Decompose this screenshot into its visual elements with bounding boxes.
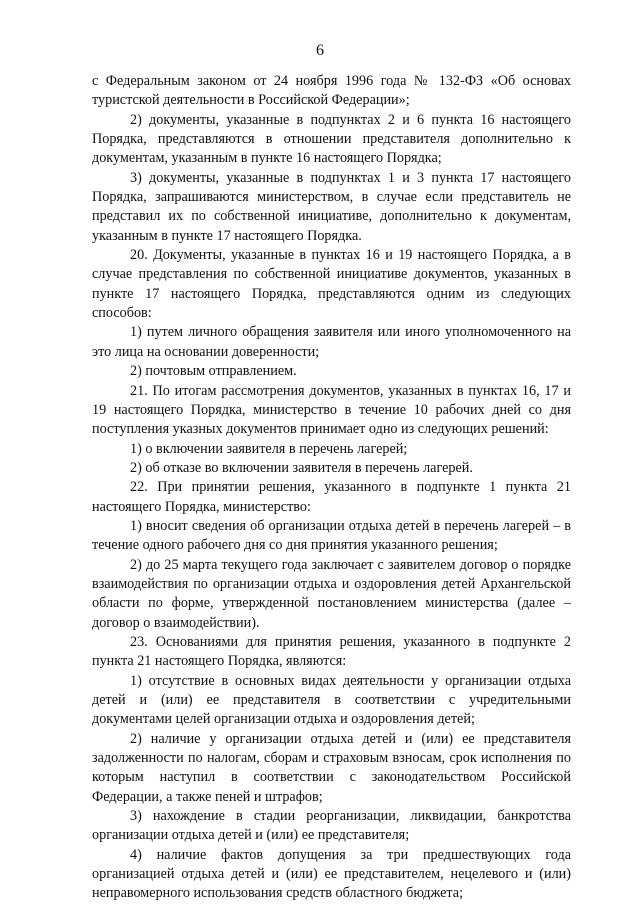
paragraph-item-22-sub-2: 2) до 25 марта текущего года заключает с заявителем договор о порядке взаимодействия по организации отдыха и оздоровления детей Архангельской области по форме, утвержденной постановлением министерства (далее – договор о взаимодействии). xyxy=(92,556,571,631)
paragraph-item-21: 21. По итогам рассмотрения документов, указанных в пунктах 16, 17 и 19 настоящего Порядка, министерство в течение 10 рабочих дней со дня поступления указных документов принимает одно из следующих решений: xyxy=(92,382,571,438)
paragraph-item-20-sub-1: 1) путем личного обращения заявителя или иного уполномоченного на это лица на основании доверенности; xyxy=(92,324,571,360)
paragraph-item-23: 23. Основаниями для принятия решения, указанного в подпункте 2 пункта 21 настоящего Порядка, являются: xyxy=(92,633,571,670)
paragraph-item-22-sub-1: 1) вносит сведения об организации отдыха детей в перечень лагерей – в течение одного рабочего дня со дня принятия указанного решения; xyxy=(92,517,571,554)
document-body xyxy=(92,72,571,904)
paragraph-item-20-sub-2: 2) почтовым отправлением. xyxy=(130,363,297,380)
paragraph-item-23-sub-2: 2) наличие у организации отдыха детей и (или) ее представителя задолженности по налогам, сборам и страховым взносам, срок исполнения по которым наступил в соответствии с законодательством Российской Федерации, а также пеней и штрафов; xyxy=(92,730,571,805)
paragraph-subitem-3: 3) документы, указанные в подпунктах 1 и 3 пункта 17 настоящего Порядка, запрашиваются министерством, в случае если представитель не представил их по собственной инициативе, дополнительно к документам, указанным в пункте 17 настоящего Порядка. xyxy=(92,169,571,244)
paragraph-item-21-sub-1: 1) о включении заявителя в перечень лагерей; xyxy=(130,440,408,457)
paragraph-item-20: 20. Документы, указанные в пунктах 16 и 19 настоящего Порядка, а в случае представления по собственной инициативе документов, указанных в пункте 17 настоящего Порядка, представляются одним из следующих способов: xyxy=(92,247,571,322)
paragraph-subitem-2: 2) документы, указанные в подпунктах 2 и 6 пункта 16 настоящего Порядка, представляются в отношении представителя дополнительно к документам, указанным в пункте 16 настоящего Порядка; xyxy=(92,111,571,167)
paragraph-continuation: с Федеральным законом от 24 ноября 1996 года № 132-ФЗ «Об основах туристской деятельности в Российской Федерации»; xyxy=(92,73,571,109)
paragraph-item-23-sub-4: 4) наличие фактов допущения за три предшествующих года организацией отдыха детей и (или) ее представителем, нецелевого и (или) неправомерного использования средств областного бюджета; xyxy=(92,846,571,902)
paragraph-item-22: 22. При принятии решения, указанного в подпункте 1 пункта 21 настоящего Порядка, министерство: xyxy=(92,479,571,515)
paragraph-item-23-sub-1: 1) отсутствие в основных видах деятельности у организации отдыха детей и (или) ее представителя в соответствии с учредительными документами целей организации отдыха и оздоровления детей; xyxy=(92,672,571,728)
page-number: 6 xyxy=(316,42,324,59)
paragraph-item-23-sub-3: 3) нахождение в стадии реорганизации, ликвидации, банкротства организации отдыха детей и (или) ее представителя; xyxy=(92,808,571,844)
paragraph-item-21-sub-2: 2) об отказе во включении заявителя в перечень лагерей. xyxy=(130,459,473,476)
